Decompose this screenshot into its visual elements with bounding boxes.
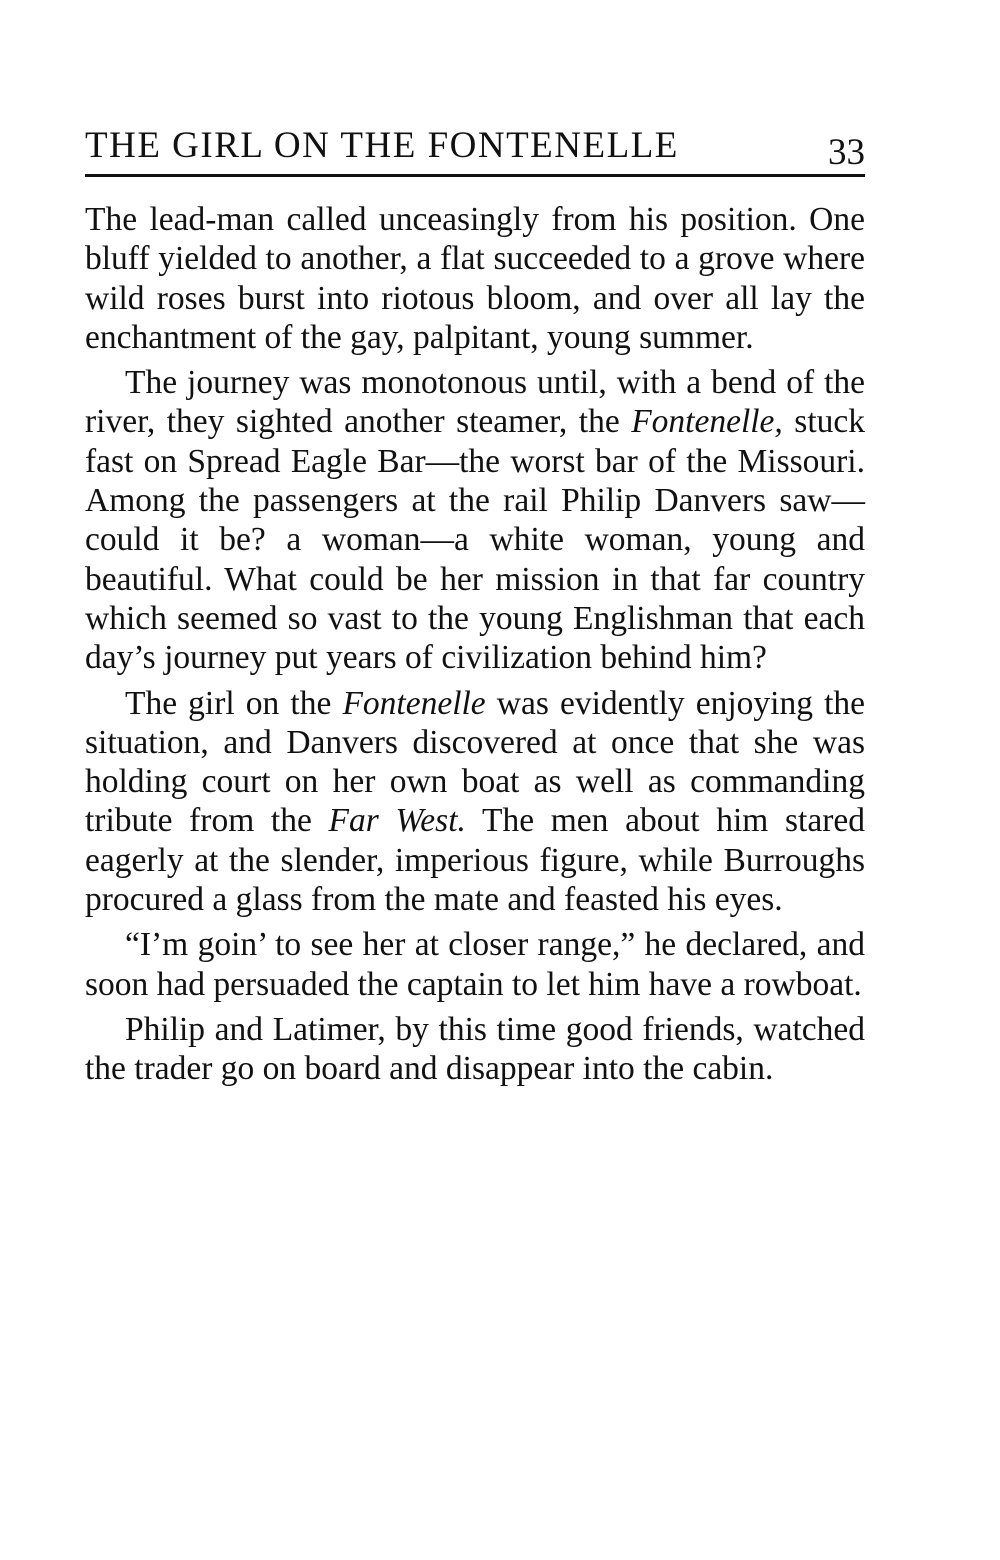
paragraph-4 [85, 925, 865, 1004]
paragraph-5 [85, 1010, 865, 1089]
book-page [85, 118, 865, 1095]
page-number: 33 [828, 132, 865, 173]
paragraph-2 [85, 363, 865, 677]
body-text [85, 200, 865, 1089]
paragraph-2-text-a: The journey was monotonous until, with a bend of the river, they sighted another steamer, the [85, 364, 865, 441]
paragraph-1-text: The lead-man called unceasingly from his position. One bluff yielded to another, a flat succeeded to a grove where wild roses burst into riotous bloom, and over all lay the enchantment of the gay, palpitant, young summer. [85, 201, 865, 356]
paragraph-1 [85, 200, 865, 357]
paragraph-5-text: Philip and Latimer, by this time good friends, watched the trader go on board and disappear into the cabin. [85, 1010, 865, 1088]
running-title: THE GIRL ON THE FONTENELLE [85, 125, 679, 166]
paragraph-3 [85, 684, 865, 920]
paragraph-2-text-b: stuck fast on Spread Eagle Bar—the worst bar of the Missouri. Among the passengers at the rail Philip Danvers saw—could it be? a woman—a white woman, young and beautiful. What could be her mission in that far country which seemed so vast to the young Englishman that each day’s journey put years of civilization behind him? [85, 403, 866, 677]
ship-name-fontenelle: Fontenelle, [631, 403, 783, 441]
paragraph-3-text-a: The girl on the [125, 684, 343, 722]
ship-name-far-west: Far West. [328, 802, 466, 840]
ship-name-fontenelle: Fontenelle [342, 684, 486, 722]
running-head [85, 118, 865, 177]
paragraph-4-text: “I’m goin’ to see her at closer range,” he declared, and soon had persuaded the captain to let him have a rowboat. [85, 926, 865, 1003]
paragraph-3-text-b: was evidently enjoying the situation, and Danvers discovered at once that she was holding court on her own boat as well as commanding tribute from the [85, 684, 866, 840]
paragraph-3-text-c: The men about him stared eagerly at the slender, imperious figure, while Burroughs procured a glass from the mate and feasted his eyes. [85, 802, 865, 919]
